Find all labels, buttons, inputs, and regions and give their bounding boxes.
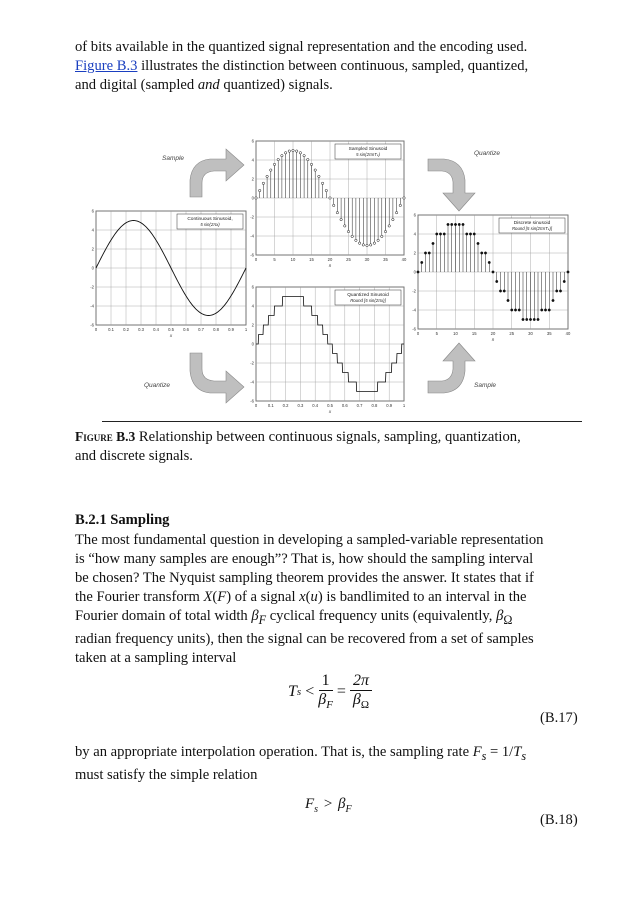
sample-marker	[288, 150, 290, 152]
var-Fs: F	[472, 744, 482, 760]
sample-marker	[340, 218, 342, 220]
sample-marker	[556, 290, 558, 292]
sample-marker	[329, 197, 331, 199]
sample-marker	[325, 189, 327, 191]
x-axis-label: x	[169, 333, 173, 338]
sample-marker	[458, 223, 460, 225]
arrow-quantize-top	[428, 159, 475, 211]
x-tick-label: 40	[401, 257, 407, 262]
caption-text-2: and discrete signals.	[75, 448, 193, 464]
y-tick-label: 4	[413, 231, 416, 237]
sample-marker	[270, 169, 272, 171]
x-tick-label: 0.6	[341, 403, 348, 408]
body-line-2: is “how many samples are enough”? That is, how should the sampling interval	[75, 551, 534, 567]
body-paragraph-2	[75, 743, 581, 785]
sample-marker	[563, 280, 565, 282]
section-heading: B.2.1 Sampling	[75, 512, 170, 528]
arrow-sample-top	[190, 149, 244, 197]
x-tick-label: 0.5	[168, 327, 174, 332]
sample-marker	[451, 223, 453, 225]
paren-open-2: (	[305, 589, 311, 605]
body-line-4b: ) of a signal	[226, 589, 300, 605]
intro-line-1: of bits available in the quantized signal representation and the encoding used.	[75, 39, 528, 55]
eq17-equals: =	[336, 683, 346, 700]
x-tick-label: 0.4	[153, 327, 159, 332]
sample-marker	[314, 169, 316, 171]
sample-marker	[344, 225, 346, 227]
body-line-4a: the Fourier transform	[75, 589, 204, 605]
legend-title: Discrete sinusoid	[513, 221, 551, 226]
y-tick-label: -4	[250, 379, 254, 385]
sample-marker	[496, 280, 498, 282]
y-tick-label: 0	[413, 269, 416, 275]
sample-marker	[273, 163, 275, 165]
sample-marker	[255, 197, 257, 199]
x-tick-label: 30	[364, 257, 370, 262]
eq18-rhs-sub: F	[345, 804, 352, 815]
var-x: x	[299, 589, 306, 605]
eq18-lhs-sub: s	[314, 804, 319, 815]
x-tick-label: 20	[327, 257, 333, 262]
var-Ts: T	[513, 744, 522, 760]
legend-title: Sampled Sinusoid	[348, 147, 388, 152]
y-tick-label: 2	[251, 322, 254, 328]
body-line-8b: = 1/	[486, 744, 514, 760]
sample-marker	[503, 290, 505, 292]
x-tick-label: 10	[290, 257, 296, 262]
sample-marker	[499, 290, 501, 292]
x-tick-label: 0	[254, 257, 258, 262]
sample-marker	[373, 242, 375, 244]
x-tick-label: 0.3	[297, 403, 304, 408]
y-tick-label: -6	[412, 326, 416, 332]
x-axis-label: n	[491, 337, 495, 342]
sample-marker	[321, 182, 323, 184]
panel-quantized-sinusoid	[250, 285, 406, 415]
legend-subtitle: 5 sin(2πnTₛ)	[356, 152, 380, 157]
body-line-7: taken at a sampling interval	[75, 649, 237, 666]
y-tick-label: 4	[251, 157, 254, 163]
sample-marker	[266, 175, 268, 177]
caption-rule	[102, 421, 582, 422]
x-tick-label: 0.8	[213, 327, 219, 332]
x-tick-label: 0	[94, 327, 98, 332]
var-u: u	[310, 589, 318, 605]
sample-marker	[370, 244, 372, 246]
body-line-4c: ) is bandlimited to an interval in the	[317, 589, 527, 605]
sample-marker	[436, 233, 438, 235]
sample-marker	[303, 154, 305, 156]
sample-marker	[262, 182, 264, 184]
arrow-quantize-bottom	[190, 353, 244, 403]
caption-text: Relationship between continuous signals, sampling, quantization,	[135, 429, 521, 445]
x-tick-label: 0.1	[108, 327, 114, 332]
x-tick-label: 25	[509, 331, 515, 336]
sample-marker	[296, 150, 298, 152]
y-tick-label: 4	[251, 303, 254, 309]
sample-marker	[318, 175, 320, 177]
body-line-8a: by an appropriate interpolation operation. That is, the sampling rate	[75, 744, 473, 760]
sample-marker	[544, 309, 546, 311]
sample-marker	[454, 223, 456, 225]
var-beta-2: β	[496, 608, 504, 624]
eq17-num2: 2π	[350, 672, 372, 691]
y-tick-label: 2	[413, 250, 416, 256]
sample-marker	[358, 242, 360, 244]
x-tick-label: 30	[528, 331, 533, 336]
sample-marker	[307, 158, 309, 160]
y-tick-label: -6	[90, 322, 94, 328]
sample-marker	[377, 239, 379, 241]
legend-subtitle: Round [5 sin(2πx)]	[350, 298, 386, 303]
x-tick-label: 0.9	[228, 327, 234, 332]
sample-marker	[403, 197, 405, 199]
sample-marker	[333, 204, 335, 206]
sample-marker	[259, 189, 261, 191]
body-line-5a: Fourier domain of total width	[75, 608, 252, 624]
eq17-lhs: T	[288, 683, 297, 700]
legend-subtitle: Round [5 sin(2πnTₛ)]	[511, 226, 553, 231]
legend-subtitle: 5 sin(2πx)	[200, 222, 220, 227]
x-tick-label: 0.7	[198, 327, 204, 332]
sample-marker	[299, 152, 301, 154]
sample-marker	[473, 233, 475, 235]
sample-marker	[366, 244, 368, 246]
figure-caption	[75, 427, 581, 466]
y-tick-label: -2	[250, 360, 254, 366]
eq18-rhs: β	[338, 796, 346, 812]
sample-marker	[488, 261, 490, 263]
sample-marker	[552, 299, 554, 301]
sample-marker	[395, 211, 397, 213]
sample-marker	[284, 152, 286, 154]
eq18-lhs: F	[305, 796, 315, 812]
sample-marker	[447, 223, 449, 225]
sample-marker	[462, 223, 464, 225]
var-F: F	[217, 589, 227, 605]
sample-marker	[477, 242, 479, 244]
equation-number-b18: (B.18)	[540, 812, 578, 828]
figure-b3	[88, 135, 580, 415]
x-tick-label: 0.8	[371, 403, 378, 408]
sample-marker	[310, 163, 312, 165]
sample-marker	[362, 244, 364, 246]
sample-marker	[292, 149, 294, 151]
sample-marker	[336, 211, 338, 213]
sample-marker	[428, 252, 430, 254]
sample-marker	[484, 252, 486, 254]
sample-marker	[526, 318, 528, 320]
sample-marker	[533, 318, 535, 320]
sample-marker	[351, 235, 353, 237]
sample-marker	[421, 261, 423, 263]
intro-emphasis: and	[197, 77, 220, 93]
sample-marker	[417, 271, 419, 273]
body-line-6: radian frequency units), then the signal can be recovered from a set of samples	[75, 630, 534, 647]
x-tick-label: 20	[490, 331, 496, 336]
eq17-den2: β	[352, 691, 361, 709]
panel-sampled-sinusoid	[250, 139, 407, 269]
sample-marker	[469, 233, 471, 235]
eq17-lhs-sub: s	[296, 686, 302, 698]
sample-marker	[439, 233, 441, 235]
sample-marker	[432, 242, 434, 244]
y-tick-label: -2	[90, 284, 94, 290]
x-tick-label: 0	[254, 403, 258, 408]
x-tick-label: 0.3	[138, 327, 144, 332]
sample-marker	[481, 252, 483, 254]
intro-line-3: and digital (sampled	[75, 77, 198, 93]
x-tick-label: 15	[309, 257, 314, 262]
sample-marker	[381, 235, 383, 237]
label-quantize-bottom: Quantize	[144, 382, 171, 389]
sample-marker	[507, 299, 509, 301]
y-tick-label: -4	[90, 303, 94, 309]
sample-marker	[529, 318, 531, 320]
body-line-5b: cyclical frequency units (equivalently,	[266, 608, 497, 624]
sample-marker	[355, 239, 357, 241]
sample-marker	[541, 309, 543, 311]
y-tick-label: 0	[251, 341, 254, 347]
y-tick-label: 4	[91, 227, 94, 233]
eq17-den2-sub: Ω	[360, 699, 370, 712]
sample-marker	[281, 154, 283, 156]
eq17-frac1	[318, 672, 333, 711]
sample-marker	[277, 158, 279, 160]
legend-title: Continuous Sinusoid,	[187, 217, 233, 222]
x-tick-label: 1	[244, 327, 248, 332]
y-tick-label: 6	[91, 208, 94, 214]
x-tick-label: 0.2	[282, 403, 289, 408]
eq17-num1: 1	[319, 672, 333, 691]
sample-marker	[511, 309, 513, 311]
eq17-den1-sub: F	[326, 699, 333, 712]
sub-s-1: s	[481, 748, 487, 763]
x-tick-label: 10	[453, 331, 458, 336]
x-tick-label: 0.9	[386, 403, 393, 408]
equation-b17	[288, 670, 372, 714]
sample-marker	[392, 218, 394, 220]
var-X: X	[203, 589, 213, 605]
sample-marker	[559, 290, 561, 292]
eq18-op: >	[323, 796, 333, 812]
y-tick-label: 2	[251, 176, 254, 182]
sample-marker	[518, 309, 520, 311]
body-paragraph	[75, 531, 581, 668]
sample-marker	[424, 252, 426, 254]
sample-marker	[548, 309, 550, 311]
equation-b18	[305, 796, 352, 815]
x-tick-label: 0.6	[183, 327, 189, 332]
legend-title: Quantized Sinusoid	[347, 293, 389, 298]
arrow-sample-bottom	[428, 343, 475, 393]
caption-label: Figure B.3	[75, 429, 136, 444]
panel-continuous-sinusoid	[90, 209, 248, 339]
y-tick-label: -4	[412, 307, 416, 313]
body-line-1: The most fundamental question in developing a sampled-variable representation	[75, 532, 544, 548]
x-tick-label: 0.4	[312, 403, 319, 408]
x-tick-label: 0.7	[356, 403, 363, 408]
y-tick-label: -4	[250, 233, 254, 239]
x-tick-label: 0.2	[123, 327, 129, 332]
eq17-den1: β	[318, 691, 327, 709]
y-tick-label: 2	[91, 246, 94, 252]
sub-s-2: s	[521, 748, 527, 763]
y-tick-label: -6	[250, 252, 254, 258]
sample-marker	[492, 271, 494, 273]
var-beta: β	[251, 608, 259, 624]
label-sample-top: Sample	[162, 155, 185, 162]
x-tick-label: 25	[346, 257, 351, 262]
x-tick-label: 35	[383, 257, 388, 262]
sub-F: F	[258, 612, 267, 627]
y-tick-label: -2	[250, 214, 254, 220]
intro-line-3-end: quantized) signals.	[219, 77, 333, 93]
label-sample-bottom: Sample	[474, 382, 497, 389]
x-axis-label: x	[328, 409, 332, 414]
equation-number-b17: (B.17)	[540, 710, 578, 726]
sample-marker	[466, 233, 468, 235]
sample-marker	[443, 233, 445, 235]
x-tick-label: 5	[435, 331, 438, 336]
figure-b3-link[interactable]: Figure B.3	[75, 58, 138, 74]
y-tick-label: 0	[251, 195, 254, 201]
paren-open-1: (	[212, 589, 218, 605]
intro-line-2: illustrates the distinction between continuous, sampled, quantized,	[137, 58, 529, 74]
x-tick-label: 35	[546, 331, 552, 336]
y-tick-label: 0	[91, 265, 94, 271]
x-tick-label: 5	[273, 257, 276, 262]
x-tick-label: 1	[402, 403, 406, 408]
y-tick-label: 6	[413, 212, 416, 218]
sample-marker	[384, 230, 386, 232]
sample-marker	[522, 318, 524, 320]
x-tick-label: 0.5	[327, 403, 333, 408]
sub-omega: Ω	[503, 612, 513, 627]
eq17-frac2	[350, 672, 372, 711]
x-tick-label: 0	[416, 331, 420, 336]
sample-marker	[514, 309, 516, 311]
y-tick-label: 6	[251, 138, 254, 144]
y-tick-label: 6	[251, 284, 254, 290]
panel-discrete-sinusoid	[412, 213, 571, 343]
intro-paragraph	[75, 38, 581, 95]
body-line-3: be chosen? The Nyquist sampling theorem provides the answer. It states that if	[75, 570, 534, 586]
y-tick-label: -6	[250, 398, 254, 404]
x-tick-label: 0.1	[267, 403, 274, 408]
sample-marker	[567, 271, 569, 273]
sample-marker	[388, 225, 390, 227]
sample-marker	[399, 204, 401, 206]
x-axis-label: n	[328, 263, 332, 268]
sample-marker	[537, 318, 539, 320]
x-tick-label: 40	[565, 331, 571, 336]
x-tick-label: 15	[471, 331, 477, 336]
eq17-op: <	[305, 683, 315, 700]
sample-marker	[347, 230, 349, 232]
body-line-9: must satisfy the simple relation	[75, 766, 258, 783]
y-tick-label: -2	[412, 288, 416, 294]
label-quantize-top: Quantize	[474, 150, 501, 157]
